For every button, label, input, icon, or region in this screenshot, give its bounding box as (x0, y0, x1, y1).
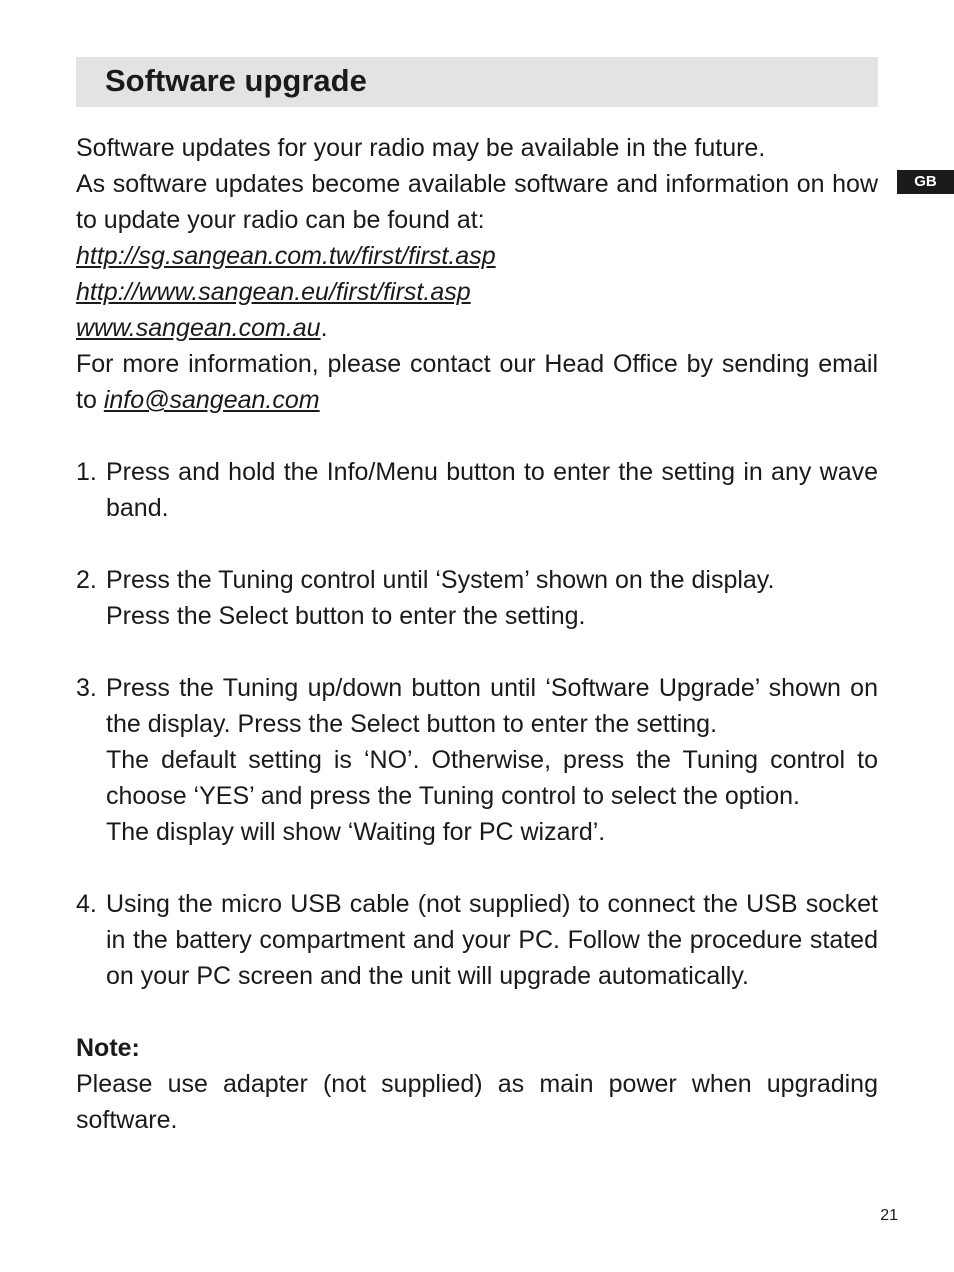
step-text: Press the Select button to enter the setting. (106, 602, 586, 630)
note-text: Please use adapter (not supplied) as main power when upgrading software. (76, 1070, 878, 1134)
intro-line-1: Software updates for your radio may be available in the future. (76, 134, 766, 162)
step-1 (76, 454, 878, 526)
link-line-2 (76, 274, 878, 310)
step-text: The display will show ‘Waiting for PC wizard’. (106, 818, 606, 846)
step-body (106, 454, 878, 526)
step-text: Press and hold the Info/Menu button to enter the setting in any wave band. (106, 458, 878, 522)
step-body (106, 670, 878, 850)
link-line-1 (76, 238, 878, 274)
step-number: 1. (76, 458, 97, 486)
link-line-3 (76, 310, 878, 346)
step-number: 3. (76, 674, 97, 702)
spacer (76, 418, 878, 454)
step-number: 4. (76, 890, 97, 918)
note-label: Note: (76, 1034, 140, 1062)
contact-paragraph (76, 346, 878, 418)
step-4 (76, 886, 878, 994)
intro-line-2: As software updates become available software and information on how to update your radio can be found at: (76, 170, 878, 234)
spacer (76, 994, 878, 1030)
step-3 (76, 670, 878, 850)
contact-email-link[interactable]: info@sangean.com (103, 386, 320, 414)
step-body (106, 886, 878, 994)
step-number: 2. (76, 566, 97, 594)
link-sangean-tw[interactable]: http://sg.sangean.com.tw/first/first.asp (76, 242, 496, 270)
link-suffix: . (320, 314, 328, 342)
page-title: Software upgrade (105, 63, 367, 98)
step-text: Press the Tuning control until ‘System’ shown on the display. (106, 566, 775, 594)
language-tab: GB (897, 170, 954, 194)
spacer (76, 634, 878, 670)
step-body (106, 562, 878, 634)
contact-text: For more information, please contact our Head Office by sending email to (76, 350, 878, 414)
spacer (76, 526, 878, 562)
section-title-bar (76, 57, 878, 107)
spacer (76, 850, 878, 886)
step-text: Using the micro USB cable (not supplied) to connect the USB socket in the battery compartment and your PC. Follow the procedure stated on your PC screen and the unit will upgrade automatically. (106, 890, 878, 990)
step-2 (76, 562, 878, 634)
document-body (76, 130, 878, 1138)
step-text: The default setting is ‘NO’. Otherwise, press the Tuning control to choose ‘YES’ and press the Tuning control to select the option. (106, 746, 878, 810)
step-text: Press the Tuning up/down button until ‘Software Upgrade’ shown on the display. Press the Select button to enter the setting. (106, 674, 878, 738)
page-number: 21 (880, 1207, 898, 1224)
link-sangean-au[interactable]: www.sangean.com.au (76, 314, 321, 342)
link-sangean-eu[interactable]: http://www.sangean.eu/first/first.asp (76, 278, 471, 306)
